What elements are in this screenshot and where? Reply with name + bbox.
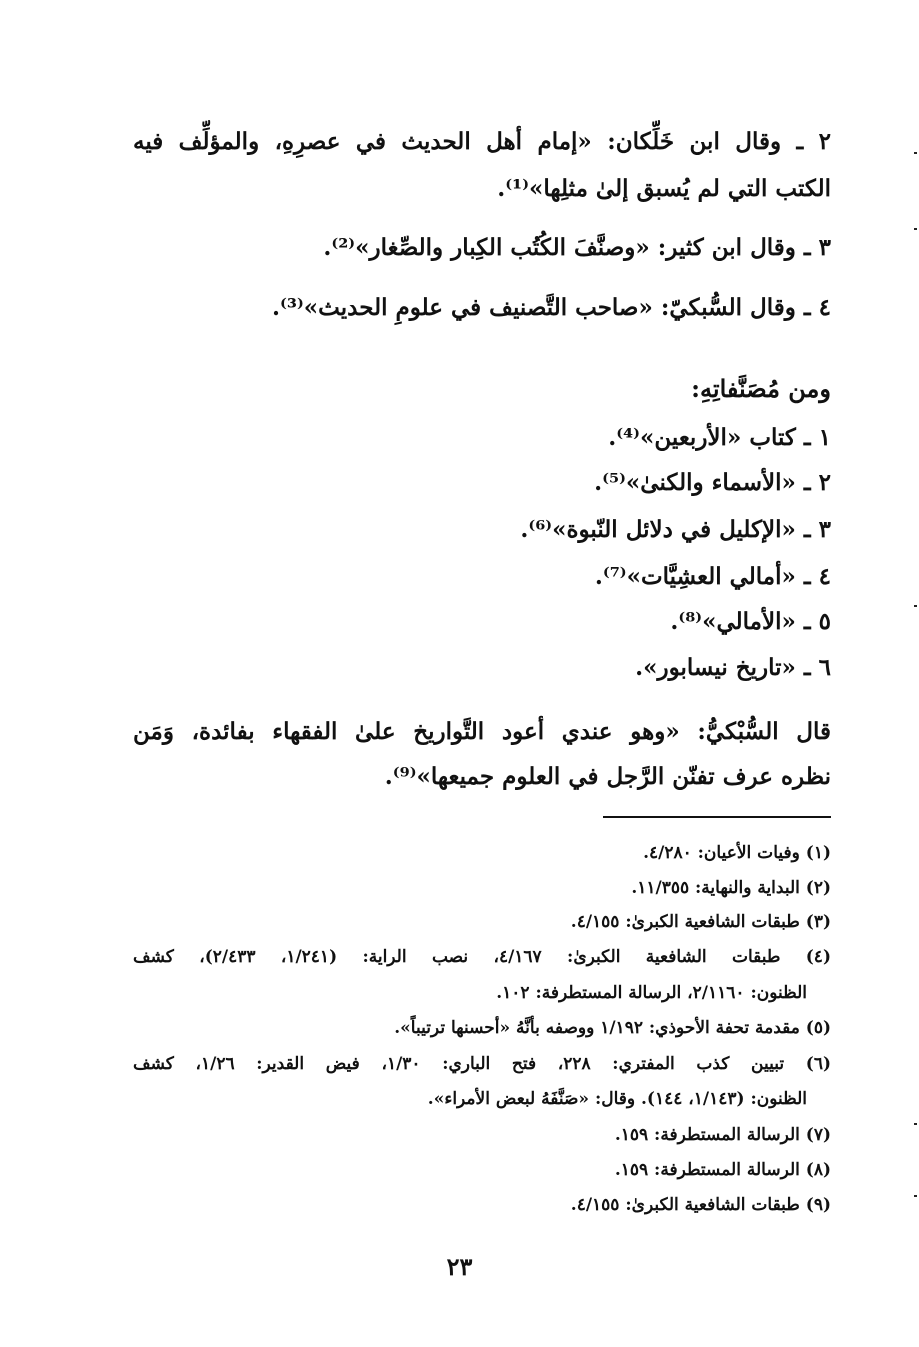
scan-mark <box>914 605 917 607</box>
work-item-3: ٣ ـ «الإكليل في دلائل النّبوة»⁽⁶⁾. <box>520 516 831 543</box>
closing-line-2: نظره عرف تفنّن الرَّجل في العلوم جميعها»⁽⁹⁾. <box>384 763 831 790</box>
body-line-2: الكتب التي لم يُسبق إلىٰ مثلِها»⁽¹⁾. <box>497 175 831 202</box>
footnote-6: (٦) تبيين كذب المفتري: ٢٢٨، فتح الباري: ١/٣٠، فيض القدير: ١/٢٦، كشف <box>133 1054 831 1074</box>
footnote-5: (٥) مقدمة تحفة الأحوذي: ١/١٩٢ ووصفه بأنَّهُ «أحسنها ترتيباً». <box>394 1018 831 1038</box>
work-item-1: ١ ـ كتاب «الأربعين»⁽⁴⁾. <box>608 424 831 451</box>
scan-mark <box>914 1123 917 1125</box>
scan-mark <box>914 152 917 154</box>
footnote-3: (٣) طبقات الشافعية الكبرىٰ: ٤/١٥٥. <box>570 912 831 932</box>
body-line-4: ٤ ـ وقال السُّبكيّ: «صاحب التَّصنيف في علومِ الحديث»⁽³⁾. <box>272 294 831 321</box>
work-item-6: ٦ ـ «تاريخ نيسابور». <box>635 654 831 681</box>
scan-mark <box>914 1195 917 1197</box>
footnote-2: (٢) البداية والنهاية: ١١/٣٥٥. <box>631 878 831 898</box>
footnote-7: (٧) الرسالة المستطرفة: ١٥٩. <box>614 1125 831 1145</box>
footnote-4-continued: الظنون: ٢/١١٦٠، الرسالة المستطرفة: ١٠٢. <box>496 983 807 1003</box>
work-item-5: ٥ ـ «الأمالي»⁽⁸⁾. <box>670 608 831 635</box>
footnote-6-continued: الظنون: (١/١٤٣، ١٤٤). وقال: «صَنَّفَهُ لبعض الأمراء». <box>427 1089 807 1109</box>
footnote-8: (٨) الرسالة المستطرفة: ١٥٩. <box>614 1160 831 1180</box>
work-item-2: ٢ ـ «الأسماء والكنىٰ»⁽⁵⁾. <box>594 469 831 496</box>
scan-mark <box>914 228 917 230</box>
footnote-4: (٤) طبقات الشافعية الكبرىٰ: ٤/١٦٧، نصب الراية: (١/٢٤١، ٢/٤٣٣)، كشف <box>133 947 831 967</box>
body-line-1: ٢ ـ وقال ابن خَلِّكان: «إمام أهل الحديث في عصرِهِ، والمؤلِّف فيه <box>133 128 831 155</box>
work-item-4: ٤ ـ «أمالي العشِيَّات»⁽⁷⁾. <box>594 563 831 590</box>
page-number: ٢٣ <box>446 1252 473 1281</box>
closing-line-1: قال السُّبْكيُّ: «وهو عندي أعود التَّواريخ علىٰ الفقهاء بفائدة، وَمَن <box>133 718 831 745</box>
footnote-9: (٩) طبقات الشافعية الكبرىٰ: ٤/١٥٥. <box>570 1195 831 1215</box>
footnote-separator <box>603 816 831 818</box>
section-heading: ومن مُصَنَّفاتِهِ: <box>691 374 831 403</box>
footnote-1: (١) وفيات الأعيان: ٤/٢٨٠. <box>643 843 831 863</box>
body-line-3: ٣ ـ وقال ابن كثير: «وصنَّفَ الكُتُب الكِبار والصِّغار»⁽²⁾. <box>323 234 831 261</box>
